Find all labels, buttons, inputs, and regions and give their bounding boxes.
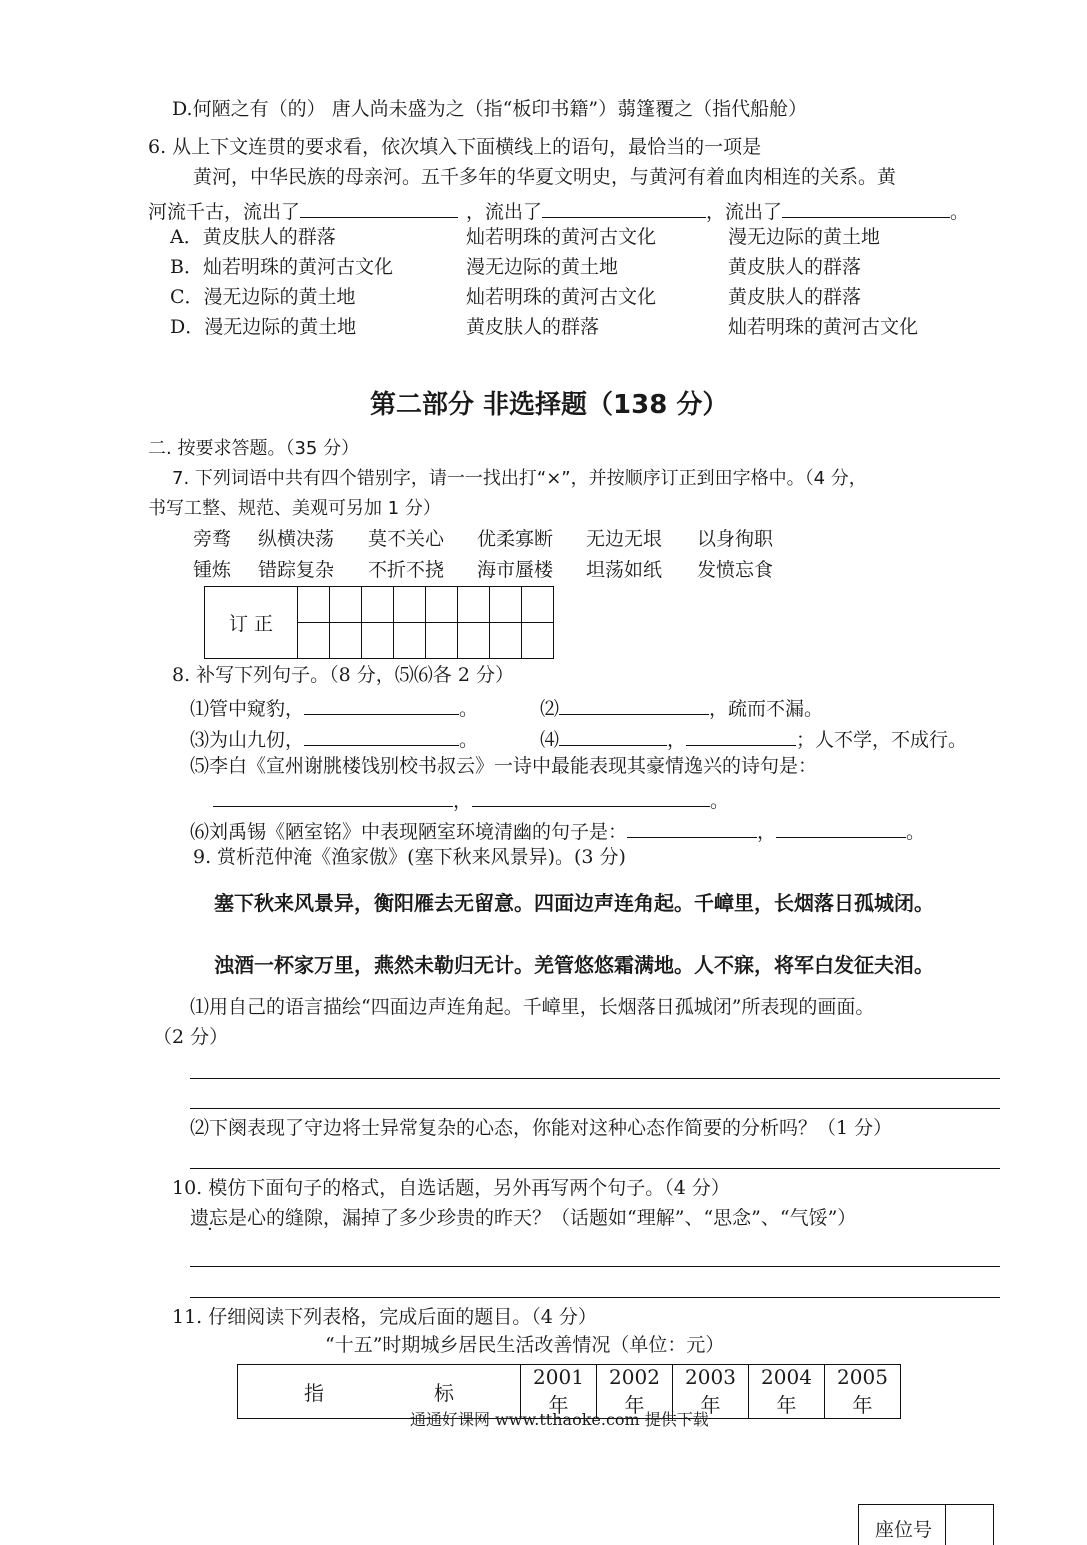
q6-option-b-1: B．灿若明珠的黄河古文化: [170, 256, 393, 278]
q6-option-d-3: 灿若明珠的黄河古文化: [728, 316, 919, 338]
grid-cell[interactable]: [490, 623, 522, 659]
q6-blank-1[interactable]: [300, 199, 458, 218]
q8-sentence-5: ⑸李白《宣州谢朓楼饯别校书叔云》一诗中最能表现其豪情逸兴的诗句是：: [190, 755, 818, 777]
q8-blank-6a[interactable]: [627, 819, 757, 838]
grid-cell[interactable]: [458, 623, 490, 659]
grid-cell[interactable]: [298, 587, 330, 623]
seat-number-label: 座位号: [875, 1519, 933, 1541]
q11-stem: 11. 仔细阅读下列表格，完成后面的题目。（4 分）: [172, 1306, 597, 1328]
q7-word-2-6: 发愤忘食: [697, 559, 774, 581]
q8-s5-end: 。: [710, 790, 730, 812]
q6-option-a-3: 漫无边际的黄土地: [728, 226, 881, 248]
grid-cell[interactable]: [298, 623, 330, 659]
q6-text-end: 。: [950, 201, 970, 223]
q8-sentence-6: [190, 819, 925, 842]
q6-blank-2[interactable]: [542, 199, 706, 218]
q9-answer-line-2[interactable]: [190, 1108, 1000, 1109]
q8-s3-end: 。: [459, 729, 479, 751]
q7-word-1-3: 莫不关心: [368, 528, 445, 550]
q7-word-1-1: 旁骛: [193, 528, 232, 550]
section-heading: 二. 按要求答题。（35 分）: [148, 438, 360, 459]
q6-text-a: 河流千古，流出了: [148, 201, 301, 223]
q7-correction-grid: [204, 586, 554, 659]
q8-sentence-4: [540, 727, 967, 750]
q6-option-d-2: 黄皮肤人的群落: [466, 316, 600, 338]
q8-blank-4a[interactable]: [559, 727, 667, 746]
q7-stem-line1: 7. 下列词语中共有四个错别字，请一一找出打“×”，并按顺序订正到田字格中。（4 分，: [172, 468, 867, 489]
grid-cell[interactable]: [330, 623, 362, 659]
grid-cell[interactable]: [426, 587, 458, 623]
q10-example-lead: 遗忘: [190, 1207, 229, 1229]
q6-text-c: ，流出了: [706, 201, 783, 223]
q9-sub2: ⑵下阕表现了守边将士异常复杂的心态，你能对这种心态作简要的分析吗？（1 分）: [190, 1117, 893, 1139]
q7-word-1-6: 以身徇职: [697, 528, 774, 550]
grid-cell[interactable]: [522, 587, 554, 623]
q8-sentence-1: [190, 696, 478, 719]
q6-option-a-1: A．黄皮肤人的群落: [170, 226, 336, 248]
q6-blank-3[interactable]: [782, 199, 950, 218]
q10-answer-line-1[interactable]: [190, 1266, 1000, 1267]
q9-answer-line-1[interactable]: [190, 1078, 1000, 1079]
q8-blank-5b[interactable]: [472, 788, 710, 807]
q7-stem-line2: 书写工整、规范、美观可另加 1 分）: [148, 498, 441, 519]
grid-cell[interactable]: [426, 623, 458, 659]
q9-answer-line-3[interactable]: [190, 1168, 1000, 1169]
grid-cell[interactable]: [458, 587, 490, 623]
q7-word-1-5: 无边无垠: [586, 528, 663, 550]
q9-sub1-line1: ⑴用自己的语言描绘“四面边声连角起。千嶂里，长烟落日孤城闭”所表现的画面。: [190, 996, 875, 1018]
grid-cell[interactable]: [362, 623, 394, 659]
q8-s2-num: ⑵: [540, 698, 560, 720]
q6-option-d-1: D．漫无边际的黄土地: [170, 316, 357, 338]
q10-answer-line-2[interactable]: [190, 1297, 1000, 1298]
q6-passage-line1: 黄河，中华民族的母亲河。五千多年的华夏文明史，与黄河有着血肉相连的关系。黄: [193, 166, 897, 188]
grid-cell[interactable]: [362, 587, 394, 623]
q6-option-c-2: 灿若明珠的黄河古文化: [466, 286, 657, 308]
q7-word-2-2: 错踪复杂: [258, 559, 335, 581]
q8-s6-end: 。: [906, 821, 926, 843]
table-header-year: 2002 年: [597, 1365, 673, 1419]
q8-s4-num: ⑷: [540, 729, 560, 751]
grid-cell[interactable]: [330, 587, 362, 623]
q8-s2-text: ，疏而不漏。: [709, 698, 824, 720]
q8-sentence-2: [540, 696, 823, 719]
q6-option-a-2: 灿若明珠的黄河古文化: [466, 226, 657, 248]
q8-s1-end: 。: [459, 698, 479, 720]
seat-number-box: [858, 1504, 994, 1545]
table-header-year: 2004 年: [749, 1365, 825, 1419]
grid-cell[interactable]: [490, 587, 522, 623]
footer-text: 通通好课网 www.tthaoke.com 提供下载: [410, 1410, 709, 1429]
q9-stem: 9. 赏析范仲淹《渔家傲》(塞下秋来风景异)。(3 分): [193, 846, 626, 868]
q8-s5-comma: ，: [453, 790, 473, 812]
q6-option-c-3: 黄皮肤人的群落: [728, 286, 862, 308]
q6-option-b-3: 黄皮肤人的群落: [728, 256, 862, 278]
q6-option-b-2: 漫无边际的黄土地: [466, 256, 619, 278]
q9-poem-line1: 塞下秋来风景异，衡阳雁去无留意。四面边声连角起。千嶂里，长烟落日孤城闭。: [214, 891, 934, 915]
q8-s6-text: ⑹刘禹锡《陋室铭》中表现陋室环境清幽的句子是：: [190, 821, 628, 843]
q8-s4-text: ；人不学，不成行。: [796, 729, 968, 751]
grid-cell[interactable]: [522, 623, 554, 659]
q6-stem: 6. 从上下文连贯的要求看，依次填入下面横线上的语句，最恰当的一项是: [148, 136, 762, 158]
grid-label: 订 正: [205, 587, 298, 659]
q5-option-d: D.何陋之有（的） 唐人尚未盛为之（指“板印书籍”）蒻篷覆之（指代船舱）: [172, 98, 808, 120]
header-indicator-a: 指: [304, 1381, 324, 1405]
part2-heading: 第二部分 非选择题（138 分）: [370, 390, 729, 420]
q7-word-2-3: 不折不挠: [368, 559, 445, 581]
q10-stem: 10. 模仿下面句子的格式，自选话题，另外再写两个句子。（4 分）: [172, 1177, 730, 1199]
q8-s6-comma: ，: [757, 821, 777, 843]
table-header-year: 2003 年: [673, 1365, 749, 1419]
q10-example: [190, 1209, 856, 1228]
q8-blank-4b[interactable]: [686, 727, 796, 746]
q6-option-c-1: C．漫无边际的黄土地: [170, 286, 356, 308]
grid-cell[interactable]: [394, 623, 426, 659]
q8-sentence-3: [190, 727, 478, 750]
q8-s1-text: ⑴管中窥豹，: [190, 698, 305, 720]
q8-stem: 8. 补写下列句子。（8 分，⑸⑹各 2 分）: [172, 664, 514, 686]
grid-cell[interactable]: [394, 587, 426, 623]
q10-example-rest: 是心的缝隙，漏掉了多少珍贵的昨天？（话题如“理解”、“思念”、“气馁”）: [228, 1207, 857, 1229]
q9-sub1-line2: （2 分）: [153, 1026, 229, 1048]
q8-blank-5a[interactable]: [213, 788, 453, 807]
q8-blank-6b[interactable]: [776, 819, 906, 838]
q7-word-1-2: 纵横决荡: [258, 528, 335, 550]
q8-s3-text: ⑶为山九仞，: [190, 729, 305, 751]
q8-s4-comma: ，: [667, 729, 687, 751]
q6-passage-line2: [148, 199, 969, 222]
q8-sentence-5-answer: [213, 788, 729, 811]
table-header-year: 2005 年: [825, 1365, 901, 1419]
q8-blank-2[interactable]: [559, 696, 709, 715]
header-indicator-b: 标: [434, 1381, 454, 1405]
q8-blank-3[interactable]: [304, 727, 459, 746]
q8-blank-1[interactable]: [304, 696, 459, 715]
q6-text-b: ，流出了: [466, 201, 543, 223]
q7-word-2-4: 海市蜃楼: [477, 559, 554, 581]
q9-poem-line2: 浊酒一杯家万里，燕然未勒归无计。羌管悠悠霜满地。人不寐，将军白发征夫泪。: [214, 953, 934, 977]
q11-table-title: “十五”时期城乡居民生活改善情况（单位：元）: [325, 1334, 725, 1356]
q7-word-2-5: 坦荡如纸: [586, 559, 663, 581]
table-header-year: 2001 年: [521, 1365, 597, 1419]
q7-word-1-4: 优柔寡断: [477, 528, 554, 550]
q7-word-2-1: 锺炼: [193, 559, 232, 581]
